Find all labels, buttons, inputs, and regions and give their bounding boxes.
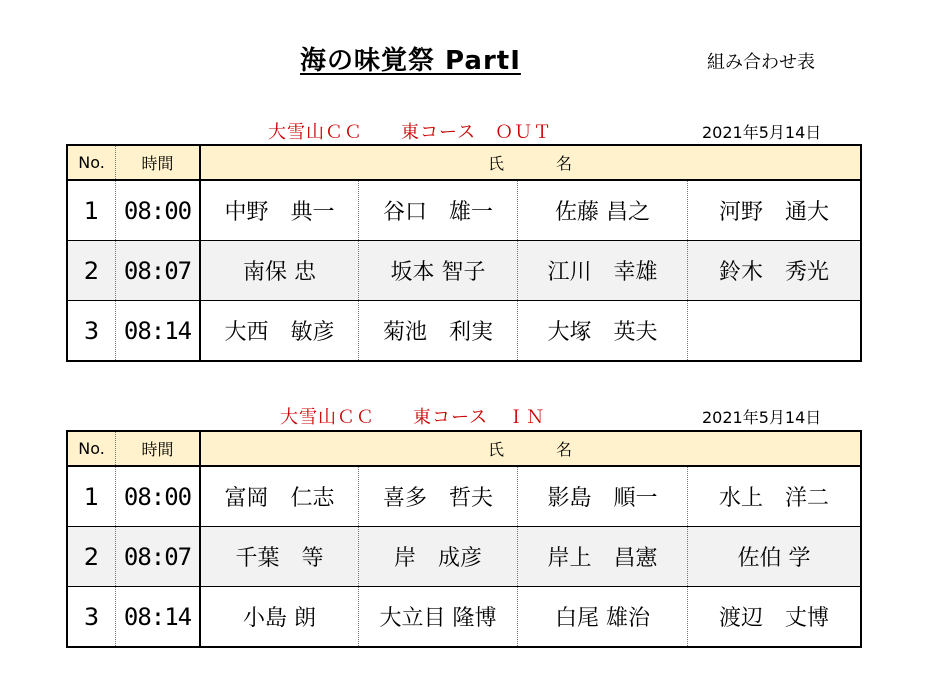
table-row bbox=[67, 180, 861, 241]
group-number: 2 bbox=[67, 241, 116, 301]
group-number: 3 bbox=[67, 301, 116, 362]
date-label-in: 2021年5月14日 bbox=[702, 408, 822, 427]
player-name: 南保 忠 bbox=[200, 241, 359, 301]
group-number: 2 bbox=[67, 527, 116, 587]
group-number: 3 bbox=[67, 587, 116, 648]
player-name: 渡辺 丈博 bbox=[688, 587, 862, 648]
player-name bbox=[688, 301, 862, 362]
player-name: 佐藤 昌之 bbox=[518, 180, 688, 241]
player-name: 谷口 雄一 bbox=[359, 180, 518, 241]
player-name: 小島 朗 bbox=[200, 587, 359, 648]
player-name: 菊池 利実 bbox=[359, 301, 518, 362]
date-label-out: 2021年5月14日 bbox=[702, 123, 822, 142]
table-row bbox=[67, 527, 861, 587]
page-title: 海の味覚祭 PartⅠ bbox=[300, 46, 521, 76]
group-number: 1 bbox=[67, 180, 116, 241]
header-name: 氏 名 bbox=[200, 431, 861, 466]
pairing-table-in bbox=[66, 430, 862, 648]
player-name: 河野 通大 bbox=[688, 180, 862, 241]
player-name: 坂本 智子 bbox=[359, 241, 518, 301]
tee-time: 08:07 bbox=[116, 241, 201, 301]
player-name: 千葉 等 bbox=[200, 527, 359, 587]
tee-time: 08:00 bbox=[116, 466, 201, 527]
player-name: 大塚 英夫 bbox=[518, 301, 688, 362]
group-number: 1 bbox=[67, 466, 116, 527]
player-name: 大西 敏彦 bbox=[200, 301, 359, 362]
player-name: 岸上 昌憲 bbox=[518, 527, 688, 587]
tee-time: 08:00 bbox=[116, 180, 201, 241]
table-header-row bbox=[67, 431, 861, 466]
header-name: 氏 名 bbox=[200, 145, 861, 180]
player-name: 水上 洋二 bbox=[688, 466, 862, 527]
player-name: 喜多 哲夫 bbox=[359, 466, 518, 527]
tee-time: 08:14 bbox=[116, 301, 201, 362]
player-name: 影島 順一 bbox=[518, 466, 688, 527]
table-row bbox=[67, 241, 861, 301]
player-name: 鈴木 秀光 bbox=[688, 241, 862, 301]
tee-time: 08:14 bbox=[116, 587, 201, 648]
header-time: 時間 bbox=[116, 431, 201, 466]
player-name: 大立目 隆博 bbox=[359, 587, 518, 648]
header-time: 時間 bbox=[116, 145, 201, 180]
player-name: 佐伯 学 bbox=[688, 527, 862, 587]
header-no: No. bbox=[67, 145, 116, 180]
table-header-row bbox=[67, 145, 861, 180]
player-name: 白尾 雄治 bbox=[518, 587, 688, 648]
table-row bbox=[67, 301, 861, 362]
course-label-in: 大雪山ＣＣ 東コース ＩＮ bbox=[280, 407, 546, 428]
page-subtitle: 組み合わせ表 bbox=[707, 52, 815, 73]
pairing-table-out bbox=[66, 144, 862, 362]
player-name: 中野 典一 bbox=[200, 180, 359, 241]
course-label-out: 大雪山ＣＣ 東コース ＯＵＴ bbox=[268, 122, 553, 143]
player-name: 江川 幸雄 bbox=[518, 241, 688, 301]
header-no: No. bbox=[67, 431, 116, 466]
table-row bbox=[67, 587, 861, 648]
table-row bbox=[67, 466, 861, 527]
player-name: 岸 成彦 bbox=[359, 527, 518, 587]
player-name: 富岡 仁志 bbox=[200, 466, 359, 527]
tee-time: 08:07 bbox=[116, 527, 201, 587]
